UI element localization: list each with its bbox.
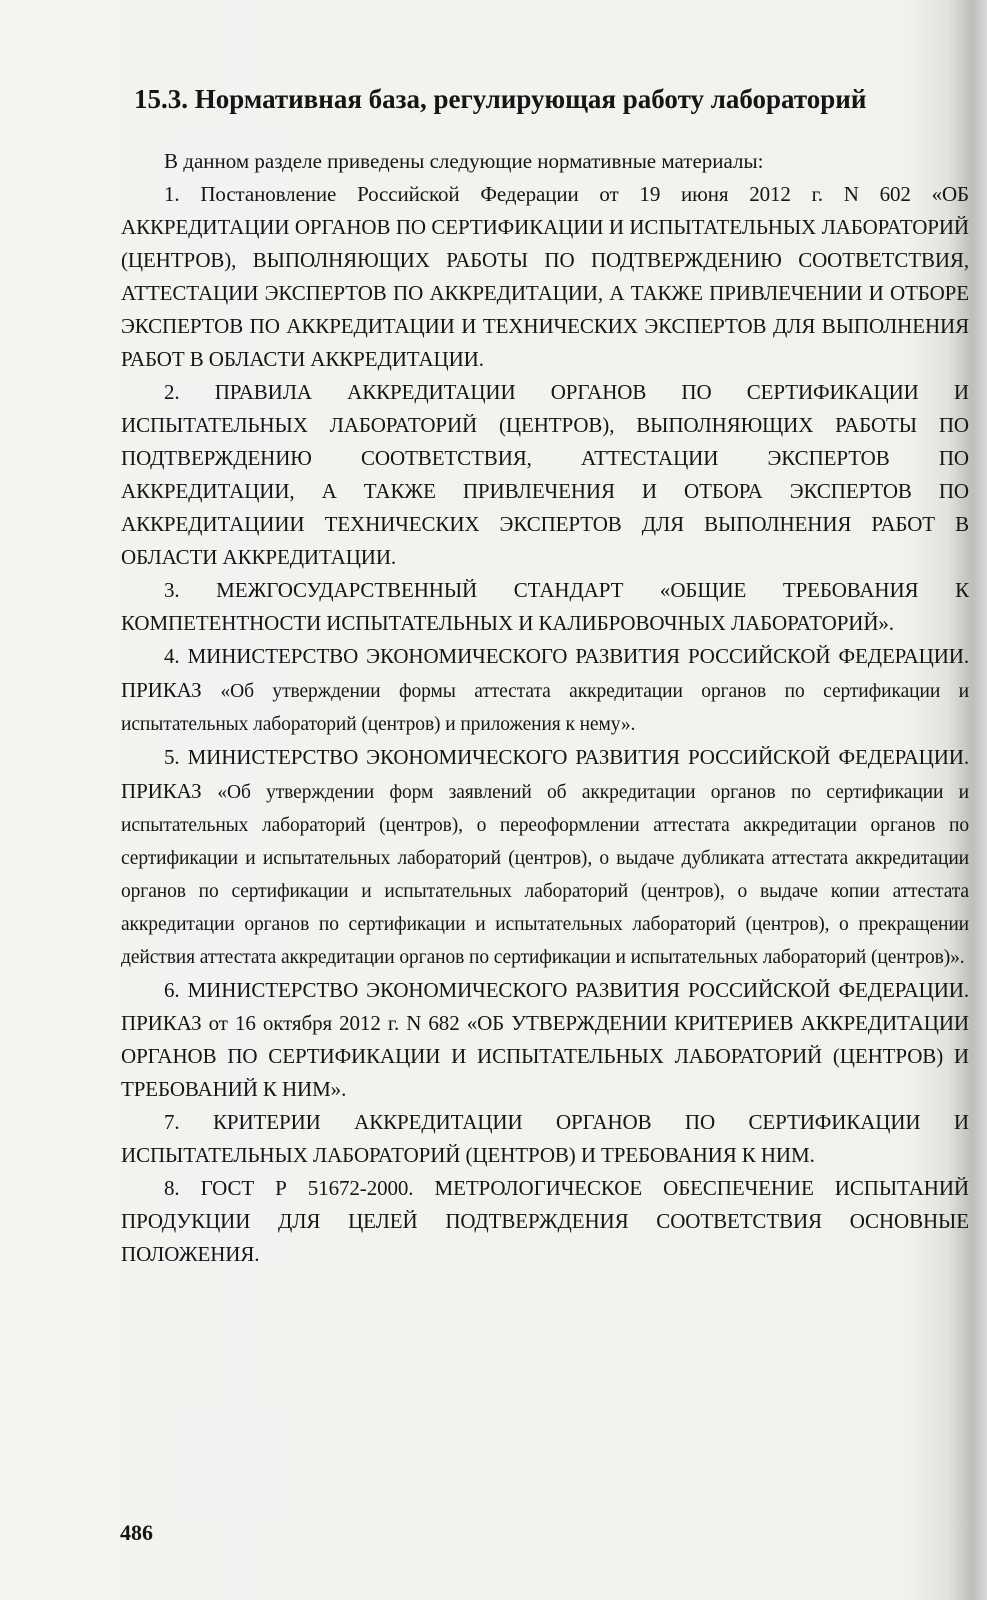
list-item: 8. ГОСТ Р 51672-2000. МЕТРОЛОГИЧЕСКОЕ ОБЕСПЕЧЕНИЕ ИСПЫТАНИЙ ПРОДУКЦИИ ДЛЯ ЦЕЛЕЙ ПОДТВЕРЖДЕНИЯ СООТВЕТСТВИЯ ОСНОВНЫЕ ПОЛОЖЕНИЯ.: [121, 1176, 969, 1266]
list-item: 4. МИНИСТЕРСТВО ЭКОНОМИЧЕСКОГО РАЗВИТИЯ РОССИЙСКОЙ ФЕДЕРАЦИИ. ПРИКАЗ «Об утверждении формы аттестата аккредитации органов по сертификации и испытательных лабораторий (центров) и приложения к нему».: [121, 644, 969, 735]
list-item: 2. ПРАВИЛА АККРЕДИТАЦИИ ОРГАНОВ ПО СЕРТИФИКАЦИИ И ИСПЫТАТЕЛЬНЫХ ЛАБОРАТОРИЙ (ЦЕНТРОВ), ВЫПОЛНЯЮЩИХ РАБОТЫ ПО ПОДТВЕРЖДЕНИЮ СООТВЕТСТВИЯ, АТТЕСТАЦИИ ЭКСПЕРТОВ ПО АККРЕДИТАЦИИ, А ТАКЖЕ ПРИВЛЕЧЕНИЯ И ОТБОРА ЭКСПЕРТОВ ПО АККРЕДИТАЦИИИ ТЕХНИЧЕСКИХ ЭКСПЕРТОВ ДЛЯ ВЫПОЛНЕНИЯ РАБОТ В ОБЛАСТИ АККРЕДИТАЦИИ.: [121, 380, 969, 569]
list-item: 3. МЕЖГОСУДАРСТВЕННЫЙ СТАНДАРТ «ОБЩИЕ ТРЕБОВАНИЯ К КОМПЕТЕНТНОСТИ ИСПЫТАТЕЛЬНЫХ И КАЛИБРОВОЧНЫХ ЛАБОРАТОРИЙ».: [121, 578, 969, 635]
intro-paragraph: В данном разделе приведены следующие нормативные материалы:: [164, 149, 764, 173]
section-heading: 15.3. Нормативная база, регулирующая работу лабораторий: [134, 84, 867, 114]
list-item: 7. КРИТЕРИИ АККРЕДИТАЦИИ ОРГАНОВ ПО СЕРТИФИКАЦИИ И ИСПЫТАТЕЛЬНЫХ ЛАБОРАТОРИЙ (ЦЕНТРОВ) И ТРЕБОВАНИЯ К НИМ.: [121, 1110, 969, 1167]
list-item: 1. Постановление Российской Федерации от 19 июня 2012 г. N 602 «ОБ АККРЕДИТАЦИИ ОРГАНОВ ПО СЕРТИФИКАЦИИ И ИСПЫТАТЕЛЬНЫХ ЛАБОРАТОРИЙ (ЦЕНТРОВ), ВЫПОЛНЯЮЩИХ РАБОТЫ ПО ПОДТВЕРЖДЕНИЮ СООТВЕТСТВИЯ, АТТЕСТАЦИИ ЭКСПЕРТОВ ПО АККРЕДИТАЦИИ, А ТАКЖЕ ПРИВЛЕЧЕНИИ И ОТБОРЕ ЭКСПЕРТОВ ПО АККРЕДИТАЦИИ И ТЕХНИЧЕСКИХ ЭКСПЕРТОВ ДЛЯ ВЫПОЛНЕНИЯ РАБОТ В ОБЛАСТИ АККРЕДИТАЦИИ.: [121, 182, 969, 371]
list-item: 5. МИНИСТЕРСТВО ЭКОНОМИЧЕСКОГО РАЗВИТИЯ РОССИЙСКОЙ ФЕДЕРАЦИИ. ПРИКАЗ «Об утверждении форм заявлений об аккредитации органов по сертификации и испытательных лабораторий (центров), о переоформлении аттестата аккредитации органов по сертификации и испытательных лабораторий (центров), о выдаче дубликата аттестата аккредитации органов по сертификации и испытательных лабораторий (центров), о выдаче копии аттестата аккредитации органов по сертификации и испытательных лабораторий (центров), о прекращении действия аттестата аккредитации органов по сертификации и испытательных лабораторий (центров)».: [121, 745, 969, 968]
list-item: 6. МИНИСТЕРСТВО ЭКОНОМИЧЕСКОГО РАЗВИТИЯ РОССИЙСКОЙ ФЕДЕРАЦИИ. ПРИКАЗ от 16 октября 2012 г. N 682 «ОБ УТВЕРЖДЕНИИ КРИТЕРИЕВ АККРЕДИТАЦИИ ОРГАНОВ ПО СЕРТИФИКАЦИИ И ИСПЫТАТЕЛЬНЫХ ЛАБОРАТОРИЙ (ЦЕНТРОВ) И ТРЕБОВАНИЙ К НИМ».: [121, 978, 969, 1101]
page-content: [121, 84, 969, 1271]
page-number: 486: [120, 1520, 153, 1545]
